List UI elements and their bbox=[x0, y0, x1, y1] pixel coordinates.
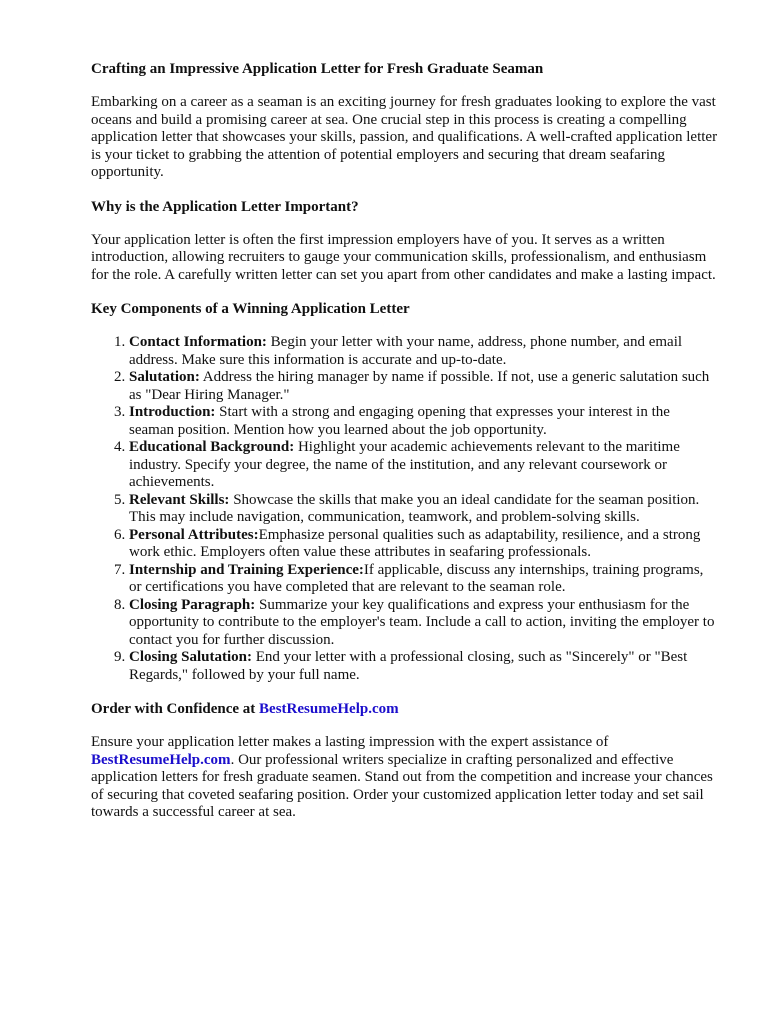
list-item bbox=[129, 527, 718, 562]
components-heading: Key Components of a Winning Application Letter bbox=[91, 301, 410, 317]
list-item-title: Relevant Skills: bbox=[129, 491, 230, 508]
list-item-title: Closing Salutation: bbox=[129, 649, 252, 665]
order-body-suffix: . Our professional writers specialize in crafting personalized and effective application letters for fresh graduate seamen. Stand out from the competition and increase your chances of securing that coveted seafaring position. Order your customized application letter today and set sail towards a successful career at sea. bbox=[91, 751, 713, 820]
list-item bbox=[129, 334, 718, 369]
page-title: Crafting an Impressive Application Letter for Fresh Graduate Seaman bbox=[91, 61, 544, 77]
list-item-title: Introduction: bbox=[129, 404, 216, 420]
why-heading: Why is the Application Letter Important? bbox=[91, 198, 359, 215]
list-item bbox=[129, 369, 718, 404]
list-item-text: If applicable, discuss any internships, training programs, or certifications you have completed that are relevant to the seaman role. bbox=[129, 561, 704, 595]
list-item bbox=[129, 439, 718, 492]
list-item-title: Internship and Training Experience: bbox=[129, 561, 364, 578]
list-item-title: Contact Information: bbox=[129, 334, 267, 350]
order-body-link[interactable]: BestResumeHelp.com bbox=[91, 751, 231, 768]
list-item-text: Start with a strong and engaging opening that expresses your interest in the seaman position. Mention how you learned about the job opportunity. bbox=[129, 404, 670, 438]
order-body-prefix: Ensure your application letter makes a lasting impression with the expert assistance of bbox=[91, 734, 609, 750]
order-heading-link[interactable]: BestResumeHelp.com bbox=[259, 701, 399, 717]
list-item-text: Highlight your academic achievements relevant to the maritime industry. Specify your degree, the name of the institution, and any relevant coursework or achievements. bbox=[129, 439, 680, 490]
list-item-text: Emphasize personal qualities such as adaptability, resilience, and a strong work ethic. Employers often value these attributes in seafaring professionals. bbox=[129, 526, 701, 560]
list-item bbox=[129, 562, 718, 597]
why-paragraph: Your application letter is often the first impression employers have of you. It serves as a written introduction, allowing recruiters to gauge your communication skills, professionalism, and enthusiasm for the role. A carefully written letter can set you apart from other candidates and make a lasting impact. bbox=[91, 231, 716, 283]
list-item bbox=[129, 404, 718, 439]
list-item-text: Address the hiring manager by name if possible. If not, use a generic salutation such as "Dear Hiring Manager." bbox=[129, 369, 710, 403]
list-item-text: End your letter with a professional closing, such as "Sincerely" or "Best Regards," followed by your full name. bbox=[129, 649, 688, 683]
order-heading-text: Order with Confidence at bbox=[91, 701, 260, 717]
list-item bbox=[129, 649, 718, 684]
intro-paragraph: Embarking on a career as a seaman is an exciting journey for fresh graduates looking to explore the vast oceans and build a promising career at sea. One crucial step in this process is creating a compelling application letter that showcases your skills, passion, and qualifications. A well-crafted application letter is your ticket to grabbing the attention of potential employers and securing that dream seafaring opportunity. bbox=[91, 94, 718, 180]
order-paragraph bbox=[91, 734, 718, 822]
components-list bbox=[91, 334, 718, 684]
list-item-text: Begin your letter with your name, address, phone number, and email address. Make sure this information is accurate and up-to-date. bbox=[129, 334, 683, 368]
list-item-title: Salutation: bbox=[129, 369, 200, 385]
list-item-title: Educational Background: bbox=[129, 439, 295, 455]
list-item bbox=[129, 492, 718, 527]
list-item-text: Summarize your key qualifications and express your enthusiasm for the opportunity to contribute to the employer's team. Include a call to action, inviting the employer to contact you for further discussion. bbox=[129, 596, 715, 648]
list-item-text: Showcase the skills that make you an ideal candidate for the seaman position. This may include navigation, communication, teamwork, and problem-solving skills. bbox=[129, 491, 700, 525]
list-item-title: Personal Attributes: bbox=[129, 526, 259, 543]
list-item bbox=[129, 597, 718, 650]
order-heading bbox=[91, 700, 718, 718]
list-item-title: Closing Paragraph: bbox=[129, 596, 256, 613]
